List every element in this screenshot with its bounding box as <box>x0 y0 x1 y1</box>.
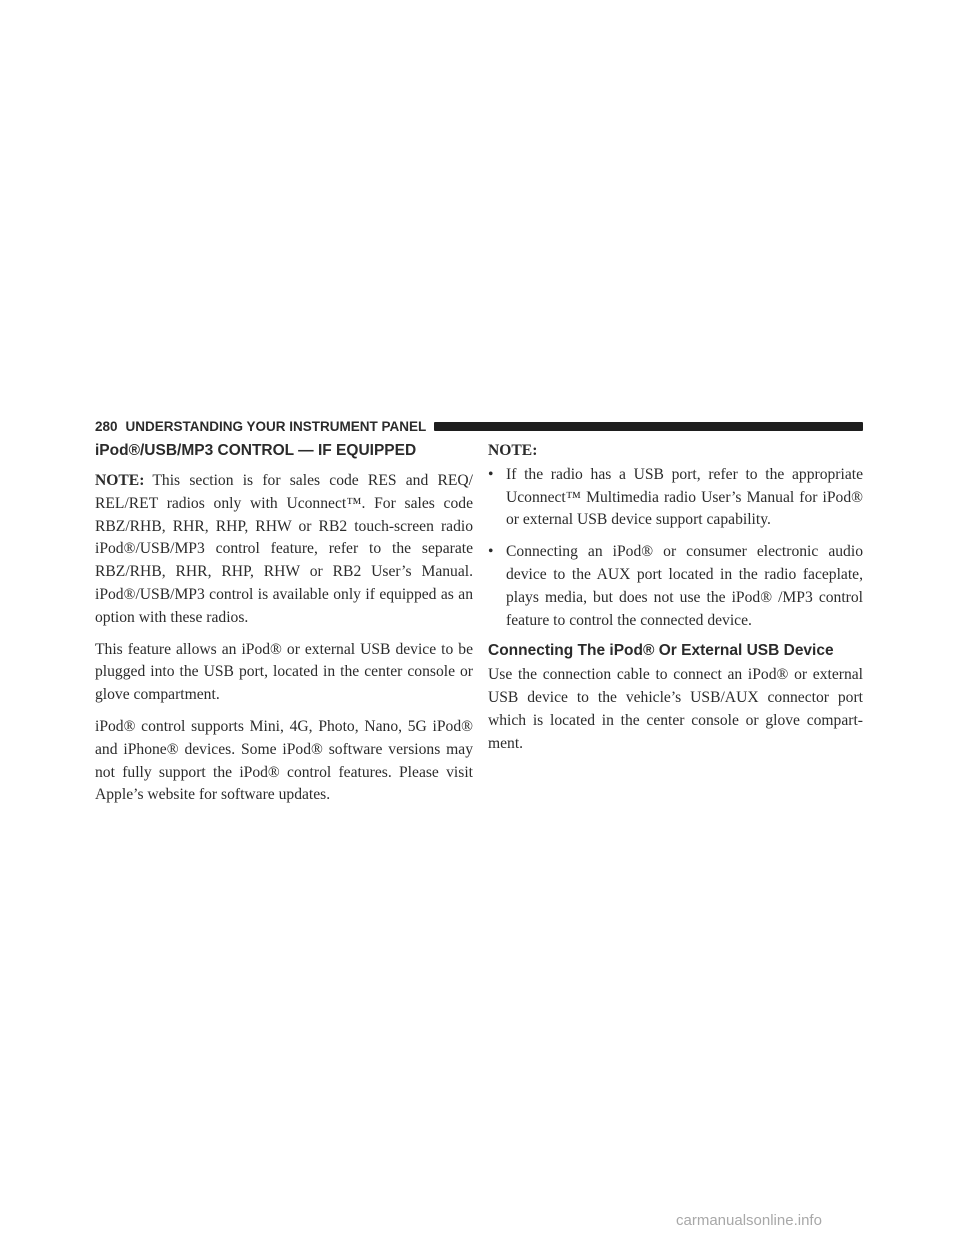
page-number: 280 <box>95 418 118 434</box>
bullet-icon: • <box>488 543 494 561</box>
feature-paragraph: This feature allows an iPod® or external USB device to be plugged into the USB port, located in the center console or glove compartment. <box>95 640 473 704</box>
note-label: NOTE: <box>95 472 145 489</box>
note-bullet-list <box>488 464 863 633</box>
watermark: carmanualsonline.info <box>676 1212 822 1229</box>
bullet-text: Connecting an iPod® or consumer electronic audio device to the AUX port located in the radio faceplate, plays media, but does not use the iPod® /MP3 control feature to control the connected device. <box>506 543 863 629</box>
header-rule <box>434 422 863 431</box>
note-text: This section is for sales code RES and REQ/ REL/RET radios only with Uconnect™. For sales code RBZ/RHB, RHR, RHP, RHW or RB2 touch-screen radio iPod®/USB/MP3 control feature, refer to the separate RBZ/RHB, RHR, RHP, RHW or RB2 User’s Manual. iPod®/USB/MP3 control is available only if equipped as an option with these radios. <box>95 472 473 626</box>
connection-paragraph: Use the connection cable to connect an iPod® or external USB device to the vehicle’s USB/AUX connector port which is located in the center console or glove compart- ment. <box>488 666 863 752</box>
bullet-icon: • <box>488 465 494 483</box>
list-item <box>488 541 863 632</box>
note-paragraph <box>95 470 473 630</box>
right-column <box>488 440 863 765</box>
subsection-heading: Connecting The iPod® Or External USB Device <box>488 642 834 660</box>
list-item <box>488 464 863 532</box>
bullet-text: If the radio has a USB port, refer to the appropriate Uconnect™ Multimedia radio User’s Manual for iPod® or external USB device support capability. <box>506 465 863 529</box>
page-header <box>95 417 863 435</box>
section-heading: iPod®/USB/MP3 CONTROL — IF EQUIPPED <box>95 442 417 459</box>
running-head: UNDERSTANDING YOUR INSTRUMENT PANEL <box>125 418 427 434</box>
left-column <box>95 440 473 816</box>
support-paragraph: iPod® control supports Mini, 4G, Photo, Nano, 5G iPod® and iPhone® devices. Some iPod® software versions may not fully support the iPod® control features. Please visit Apple’s website for software updates. <box>95 717 473 804</box>
note-heading: NOTE: <box>488 442 538 459</box>
